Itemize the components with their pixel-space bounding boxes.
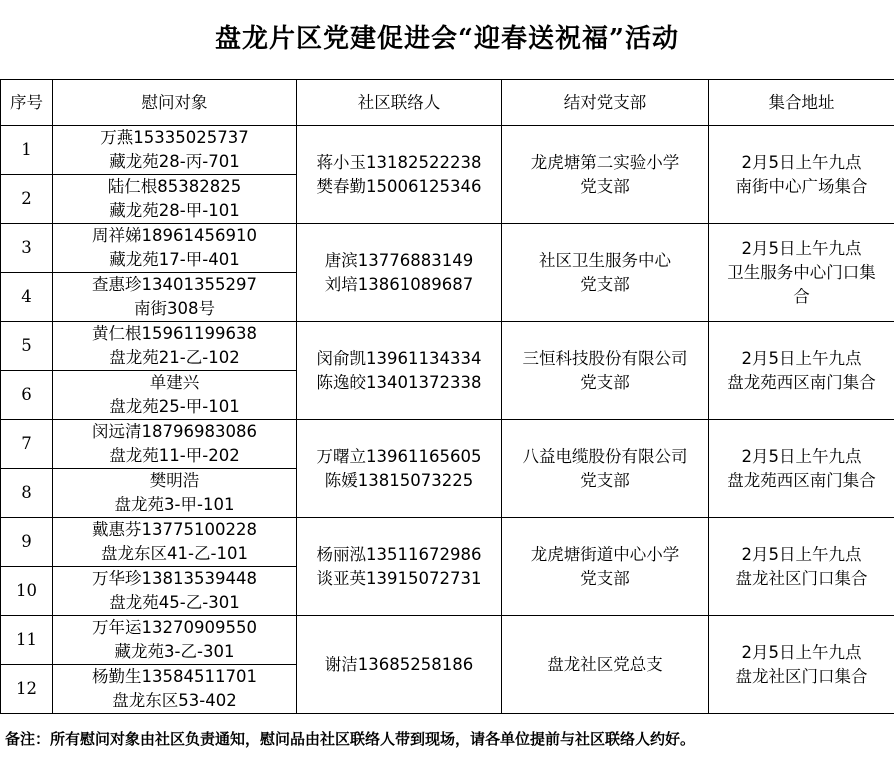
address-line: 2月5日上午九点 [741, 642, 862, 662]
contact-cell [297, 322, 502, 420]
contact-line: 谢洁13685258186 [324, 654, 474, 674]
branch-cell [502, 420, 709, 518]
target-cell [53, 273, 297, 322]
serial-cell: 5 [1, 322, 53, 371]
branch-line: 党支部 [580, 274, 630, 294]
target-address: 盘龙苑45-乙-301 [109, 593, 240, 612]
serial-cell: 4 [1, 273, 53, 322]
header-serial: 序号 [1, 80, 53, 126]
serial-cell: 3 [1, 224, 53, 273]
branch-line: 社区卫生服务中心 [539, 250, 671, 270]
address-line: 2月5日上午九点 [741, 446, 862, 466]
contact-line: 陈逸皎13401372338 [316, 372, 482, 392]
contact-cell [297, 420, 502, 518]
address-line: 盘龙社区门口集合 [735, 568, 868, 588]
address-line: 盘龙苑西区南门集合 [727, 372, 876, 392]
table-row [1, 126, 894, 175]
serial-cell: 11 [1, 616, 53, 665]
address-cell [709, 322, 894, 420]
address-line: 2月5日上午九点 [741, 152, 862, 172]
address-line: 合 [793, 286, 810, 306]
contact-line: 樊春勤15006125346 [316, 176, 482, 196]
branch-line: 龙虎塘第二实验小学 [530, 152, 680, 172]
target-name-phone: 闵远清18796983086 [92, 422, 257, 441]
target-cell [53, 175, 297, 224]
contact-line: 杨丽泓13511672986 [316, 544, 482, 564]
contact-line: 蒋小玉13182522238 [316, 152, 482, 172]
branch-line: 龙虎塘街道中心小学 [530, 544, 680, 564]
target-address: 盘龙苑25-甲-101 [109, 397, 240, 416]
branch-cell [502, 322, 709, 420]
contact-line: 刘培13861089687 [324, 274, 474, 294]
contact-cell [297, 518, 502, 616]
header-contact: 社区联络人 [297, 80, 502, 126]
target-address: 盘龙苑3-甲-101 [114, 495, 235, 514]
target-cell [53, 616, 297, 665]
table-row [1, 224, 894, 273]
branch-line: 八益电缆股份有限公司 [522, 446, 688, 466]
target-address: 藏龙苑28-丙-701 [109, 152, 240, 171]
contact-line: 闵俞凯13961134334 [316, 348, 482, 368]
table-row [1, 322, 894, 371]
serial-cell: 8 [1, 469, 53, 518]
target-cell [53, 322, 297, 371]
target-cell [53, 420, 297, 469]
table-row [1, 518, 894, 567]
table-header-row [1, 80, 894, 126]
serial-cell: 12 [1, 665, 53, 714]
header-branch: 结对党支部 [502, 80, 709, 126]
address-line: 2月5日上午九点 [741, 348, 862, 368]
branch-line: 盘龙社区党总支 [547, 654, 663, 674]
target-name-phone: 戴惠芬13775100228 [92, 520, 257, 539]
target-address: 藏龙苑28-甲-101 [109, 201, 240, 220]
contact-line: 唐滨13776883149 [324, 250, 474, 270]
address-cell [709, 126, 894, 224]
target-address: 盘龙东区53-402 [112, 691, 237, 710]
table-row [1, 420, 894, 469]
address-cell [709, 420, 894, 518]
target-cell [53, 665, 297, 714]
branch-line: 党支部 [580, 372, 630, 392]
serial-cell: 2 [1, 175, 53, 224]
target-address: 盘龙苑11-甲-202 [109, 446, 240, 465]
address-line: 南街中心广场集合 [735, 176, 868, 196]
footnote: 备注：所有慰问对象由社区负责通知，慰问品由社区联络人带到现场，请各单位提前与社区联络人约好。 [5, 730, 696, 748]
address-cell [709, 518, 894, 616]
target-name-phone: 樊明浩 [149, 471, 200, 490]
address-cell [709, 224, 894, 322]
address-line: 盘龙社区门口集合 [735, 666, 868, 686]
target-address: 盘龙苑21-乙-102 [109, 348, 240, 367]
activity-table [0, 79, 894, 714]
serial-cell: 6 [1, 371, 53, 420]
branch-cell [502, 126, 709, 224]
target-cell [53, 567, 297, 616]
branch-line: 三恒科技股份有限公司 [522, 348, 688, 368]
target-cell [53, 469, 297, 518]
branch-cell [502, 224, 709, 322]
serial-cell: 10 [1, 567, 53, 616]
target-address: 藏龙苑17-甲-401 [109, 250, 240, 269]
contact-line: 陈媛13815073225 [324, 470, 474, 490]
target-name-phone: 查惠珍13401355297 [92, 275, 257, 294]
target-name-phone: 万燕15335025737 [100, 128, 249, 147]
address-cell [709, 616, 894, 714]
target-name-phone: 万华珍13813539448 [92, 569, 257, 588]
target-name-phone: 单建兴 [149, 373, 200, 392]
target-name-phone: 黄仁根15961199638 [92, 324, 257, 343]
contact-cell [297, 224, 502, 322]
serial-cell: 9 [1, 518, 53, 567]
contact-cell [297, 616, 502, 714]
contact-line: 万曙立13961165605 [316, 446, 482, 466]
target-cell [53, 126, 297, 175]
target-name-phone: 周祥娣18961456910 [92, 226, 257, 245]
contact-cell [297, 126, 502, 224]
branch-line: 党支部 [580, 470, 630, 490]
branch-line: 党支部 [580, 176, 630, 196]
header-target: 慰问对象 [53, 80, 297, 126]
target-name-phone: 陆仁根85382825 [107, 177, 242, 196]
target-cell [53, 518, 297, 567]
address-line: 2月5日上午九点 [741, 544, 862, 564]
branch-cell [502, 518, 709, 616]
header-address: 集合地址 [709, 80, 894, 126]
target-address: 藏龙苑3-乙-301 [114, 642, 235, 661]
target-name-phone: 万年运13270909550 [92, 618, 257, 637]
target-cell [53, 224, 297, 273]
target-address: 南街308号 [134, 299, 215, 318]
target-cell [53, 371, 297, 420]
branch-line: 党支部 [580, 568, 630, 588]
contact-line: 谈亚英13915072731 [316, 568, 482, 588]
page-title: 盘龙片区党建促进会“迎春送祝福”活动 [215, 24, 679, 54]
address-line: 盘龙苑西区南门集合 [727, 470, 876, 490]
address-line: 2月5日上午九点 [741, 238, 862, 258]
table-row [1, 616, 894, 665]
target-name-phone: 杨勤生13584511701 [92, 667, 257, 686]
target-address: 盘龙东区41-乙-101 [101, 544, 248, 563]
branch-cell [502, 616, 709, 714]
address-line: 卫生服务中心门口集 [727, 262, 876, 282]
serial-cell: 7 [1, 420, 53, 469]
serial-cell: 1 [1, 126, 53, 175]
